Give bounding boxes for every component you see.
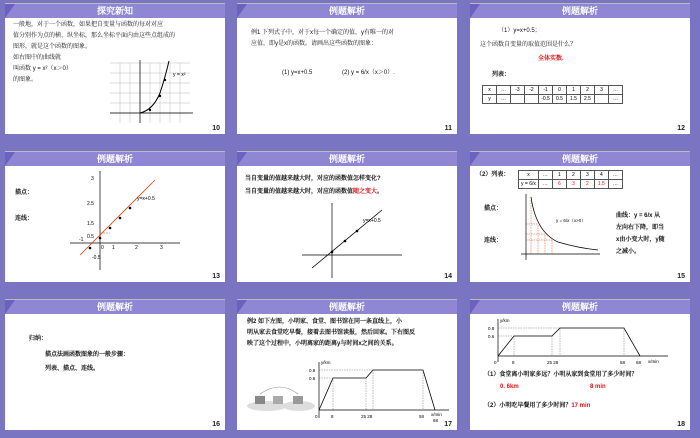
table-cell: x [519, 171, 539, 180]
svg-text:58: 58 [419, 414, 425, 419]
table-cell: … [608, 171, 622, 180]
table-cell: … [497, 86, 511, 95]
paragraph: 一般地，对于一个函数，如果把自变量与函数的每对对应 值分别作为点的横、纵坐标，那么坐标平面内由这些点组成的 图形，就是这个函数的图象。 如右图中的曲线就 叫函数 y = x²（x＞0） 的图象。 [13, 22, 176, 83]
distance-time-graph [490, 316, 675, 368]
table-cell: … [497, 95, 511, 104]
svg-text:25 28: 25 28 [547, 360, 559, 365]
svg-text:-0.5: -0.5 [92, 255, 101, 261]
slide-title: 例题解析 [237, 300, 457, 314]
svg-text:68: 68 [433, 418, 439, 423]
slide-title: 例题解析 [470, 152, 690, 166]
table-cell: 1 [567, 86, 581, 95]
page-number: 17 [444, 421, 452, 428]
page-number: 16 [212, 421, 220, 428]
svg-text:0.6: 0.6 [488, 334, 495, 339]
table-cell: 2 [566, 171, 580, 180]
slide-14[interactable]: 例题解析 当自变量的值越来越大时，对应的函数值怎样变化? 当自变量的值越来越大时，对应的函数值随之变大。 y=x+0.5 14 [237, 151, 457, 282]
svg-text:2.5: 2.5 [87, 201, 94, 207]
slide-title: 探究新知 [5, 4, 225, 18]
svg-text:0: 0 [494, 360, 497, 365]
table-cell [511, 95, 525, 104]
svg-text:0: 0 [315, 414, 318, 419]
value-table [482, 85, 623, 104]
svg-text:y=x+0.5: y=x+0.5 [363, 218, 381, 224]
svg-text:y = 6/x（x>0）: y = 6/x（x>0） [556, 218, 586, 223]
svg-text:y/km: y/km [500, 318, 510, 323]
table-cell: 3 [566, 180, 580, 189]
table-cell: 1.5 [567, 95, 581, 104]
table-cell: -2 [525, 86, 539, 95]
slide-title: 例题解析 [5, 152, 225, 166]
table-cell: … [609, 86, 623, 95]
svg-text:y/km: y/km [321, 360, 331, 365]
table-cell: 6 [552, 180, 566, 189]
svg-text:3: 3 [91, 176, 94, 182]
slide-title: 例题解析 [470, 300, 690, 314]
slide-title: 例题解析 [237, 4, 457, 18]
svg-text:x/min: x/min [648, 359, 659, 364]
table-cell: y [483, 95, 497, 104]
table-cell: -1 [539, 86, 553, 95]
svg-text:0.6: 0.6 [309, 376, 316, 381]
table-cell: 4 [594, 171, 608, 180]
table-cell: 2.5 [581, 95, 595, 104]
table-cell [525, 95, 539, 104]
line-graph [65, 168, 185, 273]
slide-16[interactable]: 例题解析 归纳： 描点法画函数图象的一般步骤： 列表、描点、连线。 16 [5, 299, 225, 430]
hyperbola-graph [518, 192, 603, 262]
svg-text:0.8: 0.8 [488, 326, 495, 331]
table-cell: -0.5 [539, 95, 553, 104]
page-number: 11 [444, 125, 452, 132]
svg-text:3: 3 [160, 245, 163, 251]
line-graph [297, 200, 407, 280]
table-cell: -3 [511, 86, 525, 95]
slide-13[interactable]: 例题解析 描点： 连线： 3 2.5 1.5 0.5 -1 0 1 2 3 -0.5 y=x+0.5 13 [5, 151, 225, 282]
slide-18[interactable]: 例题解析 y/km x/min 0.8 0.6 0 8 25 28 58 68 （1）食堂离小明家多远？小明从家到食堂用了多少时间？ 0. 6km 8 min （2）小明吃早餐用了多少时间？17 min 18 [470, 299, 690, 430]
slide-title: 例题解析 [470, 4, 690, 18]
table-cell: y = 6/x [519, 180, 539, 189]
slide-10[interactable] [5, 3, 225, 134]
svg-text:25 28: 25 28 [361, 414, 373, 419]
svg-text:-1: -1 [79, 237, 84, 243]
svg-text:8: 8 [512, 360, 515, 365]
svg-text:x/min: x/min [431, 412, 442, 417]
svg-text:8: 8 [331, 414, 334, 419]
table-cell [595, 95, 609, 104]
page-number: 15 [677, 273, 685, 280]
table-cell: 0 [553, 86, 567, 95]
svg-text:0.5: 0.5 [87, 234, 94, 240]
table-cell: … [538, 171, 552, 180]
svg-text:0: 0 [101, 245, 104, 251]
svg-text:1.5: 1.5 [87, 221, 94, 227]
illustration [245, 376, 317, 416]
slide-12[interactable]: 例题解析 （1）y=x+0.5； 这个函数自变量的取值范围是什么？ 全体实数. 列表： x … -3 -2 -1 0 1 2 3 … y … -0.5 0.5 1.5 2.5 … 12 [470, 3, 690, 134]
svg-text:1: 1 [112, 245, 115, 251]
page-number: 13 [212, 273, 220, 280]
slide-11[interactable]: 例题解析 例1 下列式子中，对于x每一个确定的值，y有唯一的对 应值，即y是x的函数。请画出这些函数的图象： (1) y=x+0.5 (2) y = 6/x（x＞0）. 11 [237, 3, 457, 134]
slide-title: 例题解析 [5, 300, 225, 314]
page-number: 18 [677, 421, 685, 428]
value-table [518, 170, 623, 189]
svg-text:y=x+0.5: y=x+0.5 [137, 196, 155, 202]
table-cell: 3 [595, 86, 609, 95]
page-number: 12 [677, 125, 685, 132]
page-number: 14 [444, 273, 452, 280]
table-cell: … [538, 180, 552, 189]
slide-15[interactable]: 例题解析 （2）列表： x … 1 2 3 4 … y = 6/x … 6 3 2 1.5 … 描点： 连线： y = 6/x（x>0） 曲线：y = 6/x 从 左向右下降，即当 x由小变大时，y随 之减小。 15 [470, 151, 690, 282]
slide-title: 例题解析 [237, 152, 457, 166]
table-cell: 1.5 [594, 180, 608, 189]
table-cell: x [483, 86, 497, 95]
svg-text:68: 68 [636, 360, 642, 365]
table-cell: 2 [580, 180, 594, 189]
table-cell: … [609, 95, 623, 104]
table-cell: 2 [581, 86, 595, 95]
distance-time-graph [311, 358, 451, 424]
table-cell: 3 [580, 171, 594, 180]
svg-text:0.8: 0.8 [309, 368, 316, 373]
svg-text:y = x²: y = x² [173, 72, 186, 78]
page-number: 10 [212, 125, 220, 132]
svg-text:58: 58 [620, 360, 626, 365]
table-cell: 1 [552, 171, 566, 180]
table-cell: … [608, 180, 622, 189]
table-cell: 0.5 [553, 95, 567, 104]
grid-graph [105, 58, 200, 128]
svg-text:2: 2 [135, 245, 138, 251]
slide-17[interactable]: 例题解析 例2 如下左图，小明家、食堂、图书馆在同一条直线上，小 明从家去食堂吃早餐，接着去图书馆读报，然后回家。下右图反 映了这个过程中，小明离家的距离y与时间x之间的关系。 y/km x/min 0.8 0.6 0 8 25 28 58 68 17 [237, 299, 457, 430]
